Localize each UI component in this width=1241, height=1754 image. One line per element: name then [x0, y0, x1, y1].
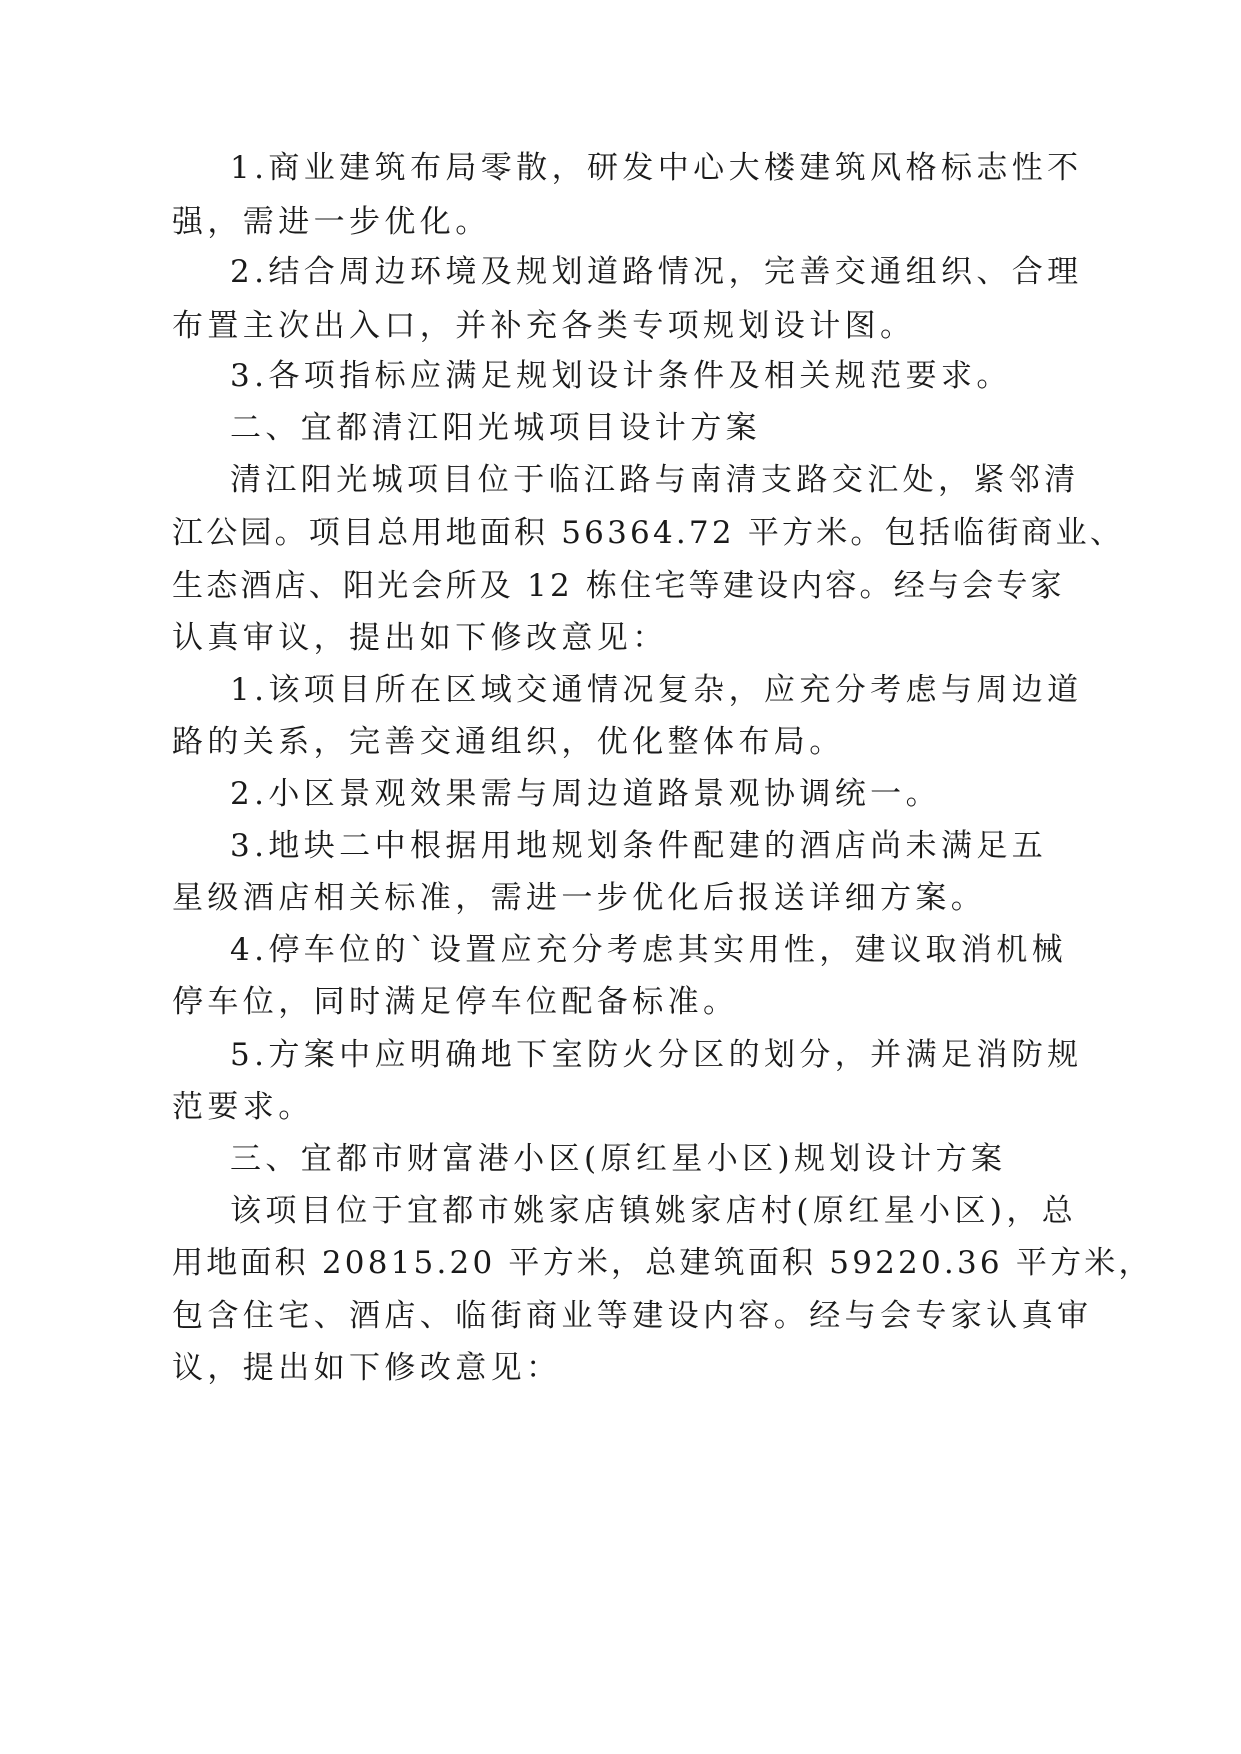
paragraph-line-9: 生态酒店、阳光会所及 12 栋住宅等建设内容。经与会专家 [172, 568, 1065, 604]
paragraph-line-10: 认真审议，提出如下修改意见： [172, 620, 668, 656]
paragraph-line-21: 该项目位于宜都市姚家店镇姚家店村(原红星小区)，总 [230, 1193, 1078, 1229]
paragraph-line-22: 用地面积 20815.20 平方米，总建筑面积 59220.36 平方米， [172, 1245, 1153, 1281]
paragraph-line-15: 星级酒店相关标准，需进一步优化后报送详细方案。 [172, 880, 987, 916]
paragraph-line-4: 布置主次出入口，并补充各类专项规划设计图。 [172, 308, 916, 344]
paragraph-line-24: 议，提出如下修改意见： [172, 1350, 562, 1386]
paragraph-line-8: 江公园。项目总用地面积 56364.72 平方米。包括临街商业、 [172, 515, 1125, 551]
paragraph-line-23: 包含住宅、酒店、临街商业等建设内容。经与会专家认真审 [172, 1298, 1093, 1334]
paragraph-line-19: 范要求。 [172, 1089, 314, 1125]
paragraph-line-3: 2.结合周边环境及规划道路情况，完善交通组织、合理 [230, 254, 1083, 290]
paragraph-line-16: 4.停车位的`设置应充分考虑其实用性，建议取消机械 [230, 932, 1068, 968]
paragraph-line-2: 强，需进一步优化。 [172, 204, 491, 240]
paragraph-line-13: 2.小区景观效果需与周边道路景观协调统一。 [230, 776, 941, 812]
paragraph-line-1: 1.商业建筑布局零散，研发中心大楼建筑风格标志性不 [230, 150, 1083, 186]
section-heading-2: 二、宜都清江阳光城项目设计方案 [230, 410, 761, 446]
paragraph-line-14: 3.地块二中根据用地规划条件配建的酒店尚未满足五 [230, 828, 1048, 864]
section-heading-3: 三、宜都市财富港小区(原红星小区)规划设计方案 [230, 1141, 1007, 1177]
paragraph-line-12: 路的关系，完善交通组织，优化整体布局。 [172, 724, 845, 760]
paragraph-line-18: 5.方案中应明确地下室防火分区的划分，并满足消防规 [230, 1037, 1083, 1073]
paragraph-line-17: 停车位，同时满足停车位配备标准。 [172, 984, 739, 1020]
paragraph-line-7: 清江阳光城项目位于临江路与南清支路交汇处，紧邻清 [230, 462, 1080, 498]
paragraph-line-11: 1.该项目所在区域交通情况复杂，应充分考虑与周边道 [230, 672, 1083, 708]
paragraph-line-5: 3.各项指标应满足规划设计条件及相关规范要求。 [230, 358, 1012, 394]
